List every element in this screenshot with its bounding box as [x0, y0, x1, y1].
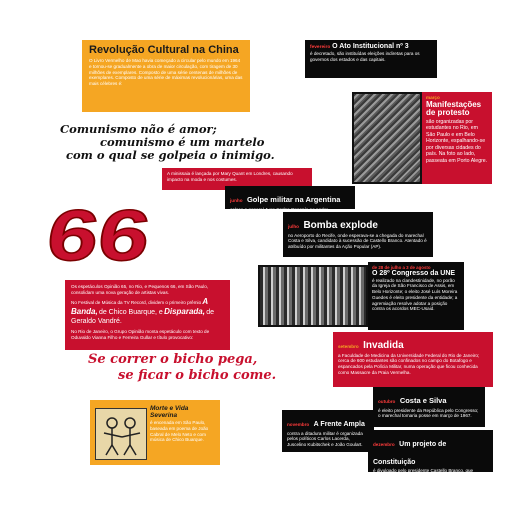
morte-body: é encenada em São Paulo, baseada em poema de João Cabral de Melo Neto e com música de Chico Buarque. — [150, 420, 209, 443]
frente-box — [282, 410, 374, 452]
une-photo — [258, 265, 368, 327]
quote-comunismo-line1: Comunismo não é amor; — [60, 122, 217, 136]
frente-month: novembro — [287, 422, 310, 427]
costa-body: é eleito presidente da República pelo Congresso; o marechal tomaria posse em março de 1967. — [378, 407, 479, 419]
quote-comunismo-line3: com o qual se golpeia o inimigo. — [66, 148, 275, 163]
costa-title: Costa e Silva — [399, 396, 447, 405]
golpe-box — [225, 186, 355, 212]
invadida-body: a Faculdade de Medicina da Universidade Federal do Rio de Janeiro; cerca de 600 estudantes são confinados no campo do Botafogo e espancados pela Polícia Militar, numa operação que ficou conhecida como Massacre da Praia Vermelha. — [338, 352, 480, 375]
festivais-p2c: de Geraldo Vandré. — [71, 309, 215, 326]
morte-illustration — [95, 408, 147, 460]
costa-box — [373, 387, 485, 427]
festivais-p3: No Rio de Janeiro, o Grupo Opinião monta espetáculo com texto de Oduvaldo Vianna Filho e Ferreira Gullar e título provocativo: — [71, 328, 210, 340]
quote-comunismo — [60, 123, 340, 163]
marco-body: são organizadas por estudantes no Rio, em São Paulo e em Belo Horizonte, espalhando-se por diversas cidades do país. Na foto ao lado, passeata em Porto Alegre. — [426, 118, 488, 164]
une-title: O 28º Congresso da UNE — [372, 270, 456, 277]
protest-photo — [352, 92, 422, 184]
une-dates: de 28 de julho a 3 de agosto — [372, 265, 431, 270]
marco-box — [422, 92, 492, 184]
ato-box — [305, 40, 437, 78]
bomba-box — [283, 212, 433, 257]
festivais-p1: Os espetáculos Opinião 65, no Rio, e Pequenos 66, em São Paulo, consolidam uma nova geração de artistas vivas. — [71, 284, 209, 295]
quote-bicho — [88, 352, 348, 383]
frente-body: contra a ditadura militar é organizada pelos políticos Carlos Lacerda, Juscelino Kubitschek e João Goulart. — [287, 430, 363, 448]
bomba-title: Bomba explode — [303, 220, 378, 231]
constituicao-month: dezembro — [373, 442, 395, 447]
invadida-title: Invadida — [363, 340, 404, 351]
big-66 — [42, 196, 160, 276]
festivais-p2 — [71, 297, 224, 327]
costa-month: outubro — [378, 399, 396, 404]
bomba-body: no Aeroporto do Recife, onde esperava-se a chegada do marechal Costa e Silva, candidato à sucessão de Castello Branco. Atentado é atribuído por militantes da Ação Popular (AP). — [288, 232, 427, 250]
festivais-p2b: de Chico Buarque, e — [98, 309, 163, 317]
quote-bicho-line1: Se correr o bicho pega, — [88, 352, 258, 367]
bomba-month: julho — [288, 224, 299, 229]
festivais-p2a: No Festival de Música da TV Record, dividem o primeiro prêmio — [71, 300, 202, 306]
une-box — [368, 262, 464, 330]
morte-box — [90, 400, 220, 465]
quote-comunismo-line2: comunismo é um martelo — [100, 135, 265, 150]
ato-month: fevereiro — [310, 45, 331, 50]
disparada-title: Disparada, — [164, 307, 205, 317]
constituicao-title: Um projeto de Constituição — [373, 441, 447, 466]
golpe-month: junho — [230, 198, 243, 203]
constituicao-box — [368, 430, 493, 485]
revolucao-title: Revolução Cultural na China — [89, 44, 239, 56]
figures-illustration-icon — [96, 409, 146, 459]
ato-title: O Ato Institucional nº 3 — [332, 43, 409, 50]
marco-month: março — [426, 95, 440, 100]
quote-bicho-line2: se ficar o bicho come. — [118, 367, 277, 383]
invadida-month: setembro — [338, 344, 359, 349]
une-body: é realizado na clandestinidade, no porão da Igreja de São Francisco de Assis, em Belo Horizonte; o eleito José Luís Moreira Guedes é eleito presidente da entidade; a agremiação resolve adotar a posição contra os acordos MEC-Usaid. — [372, 277, 458, 312]
frente-title: A Frente Ampla — [313, 421, 365, 428]
ato-body: é decretado, são instituídas eleições indiretas para os governos dos estados e das capitais. — [310, 51, 420, 63]
invadida-box — [333, 332, 493, 387]
golpe-body: coloca o general Juan Carlos Onganía no poder. — [230, 206, 329, 212]
banda-title: A Banda, — [71, 297, 208, 317]
big-66-text: 66 — [42, 196, 134, 276]
revolucao-box — [82, 40, 250, 112]
morte-title: Morte e Vida Severina — [150, 405, 189, 420]
minissaia-text: A minissaia é lançada por Mary Quant em Londres, causando impacto na moda e nos costumes. — [167, 171, 293, 182]
constituicao-body: é divulgado pelo presidente Castello Branco, que transforma o Congresso e regulamentado pelo Ato Institucional nº 4, promulgada por ele. — [373, 468, 476, 485]
revolucao-body: O Livro Vermelho de Mao havia começado a circular pelo mundo em 1964 e tornou-se gradualmente a obra de maior circulação, com tiragem de 30 milhões de exemplares. Composto de uma série centenas de milhões de exemplares. Composto de uma série de máximas revolucionárias, uma das mais célebres é: — [89, 58, 243, 87]
golpe-title: Golpe militar na Argentina — [246, 195, 341, 204]
festivais-box — [65, 280, 230, 350]
marco-title: Manifestações de protesto — [426, 100, 482, 118]
